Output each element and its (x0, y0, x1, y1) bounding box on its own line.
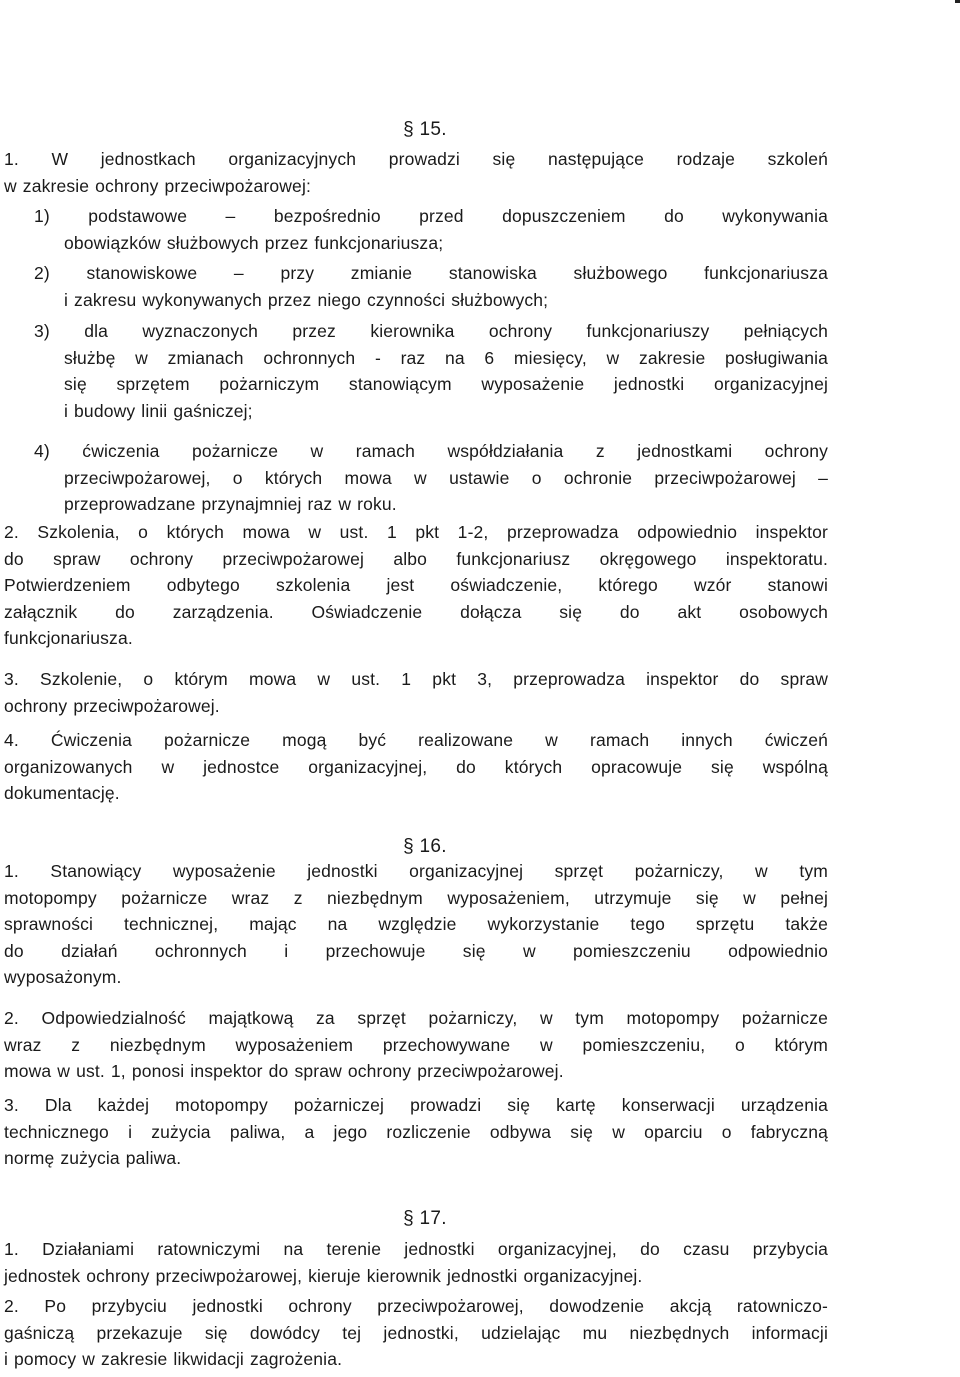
s15-paragraph-3 (4, 666, 828, 719)
text-line: 1. Stanowiący wyposażenie jednostki organizacyjnej sprzęt pożarniczy, w tym (4, 861, 828, 881)
text-line: 3. Dla każdej motopompy pożarniczej prowadzi się kartę konserwacji urządzenia (4, 1095, 828, 1115)
text-line: i budowy linii gaśniczej; (64, 400, 253, 421)
text-line: gaśniczą przekazuje się dowódcy tej jednostki, udzielając mu niezbędnych informacji (4, 1322, 828, 1343)
section-17-heading: § 17. (403, 1208, 447, 1229)
text-line: 2. Po przybyciu jednostki ochrony przeciwpożarowej, dowodzenie akcją ratowniczo- (4, 1296, 828, 1316)
text-line: w zakresie ochrony przeciwpożarowej: (4, 175, 311, 196)
text-line: przeprowadzane przynajmniej raz w roku. (64, 494, 397, 515)
text-line: przeciwpożarowej, o których mowa w ustawie o ochronie przeciwpożarowej – (64, 467, 828, 488)
text-line: jednostek ochrony przeciwpożarowej, kieruje kierownik jednostki organizacyjnej. (4, 1265, 643, 1286)
s15-item-4 (34, 438, 828, 518)
text-line: organizowanych w jednostce organizacyjnej, do których opracowuje się wspólną (4, 756, 828, 777)
s15-item-1 (34, 203, 828, 256)
text-line: 4. Ćwiczenia pożarnicze mogą być realizowane w ramach innych ćwiczeń (4, 730, 828, 750)
text-line: 4) ćwiczenia pożarnicze w ramach współdziałania z jednostkami ochrony (34, 441, 828, 461)
text-line: normę zużycia paliwa. (4, 1148, 182, 1169)
text-line: wyposażonym. (4, 967, 122, 988)
s17-paragraph-2 (4, 1293, 828, 1373)
scan-edge-mark (955, 0, 960, 3)
s15-item-2 (34, 260, 828, 313)
text-line: służbę w zmianach ochronnych - raz na 6 miesięcy, w zakresie posługiwania (64, 347, 828, 368)
s15-paragraph-4 (4, 727, 828, 807)
s15-item-3 (34, 318, 828, 424)
text-line: mowa w ust. 1, ponosi inspektor do spraw ochrony przeciwpożarowej. (4, 1061, 564, 1082)
text-line: 2. Odpowiedzialność majątkową za sprzęt pożarniczy, w tym motopompy pożarnicze (4, 1008, 828, 1028)
section-16-heading: § 16. (403, 836, 447, 857)
s15-paragraph-1-intro (4, 146, 828, 199)
text-line: 2) stanowiskowe – przy zmianie stanowiska służbowego funkcjonariusza (34, 263, 828, 283)
text-line: i zakresu wykonywanych przez niego czynności służbowych; (64, 289, 549, 310)
text-line: do działań ochronnych i przechowuje się w pomieszczeniu odpowiednio (4, 940, 828, 961)
section-15-heading: § 15. (403, 119, 447, 140)
text-line: do spraw ochrony przeciwpożarowej albo funkcjonariusz okręgowego inspektoratu. (4, 548, 828, 569)
s15-paragraph-2 (4, 519, 828, 652)
text-line: motopompy pożarnicze wraz z niezbędnym wyposażeniem, utrzymuje się w pełnej (4, 887, 828, 908)
text-line: dokumentację. (4, 783, 120, 804)
s16-paragraph-1 (4, 858, 828, 991)
text-line: 2. Szkolenia, o których mowa w ust. 1 pkt 1-2, przeprowadza odpowiednio inspektor (4, 522, 828, 542)
text-line: 3) dla wyznaczonych przez kierownika ochrony funkcjonariuszy pełniących (34, 321, 828, 341)
s16-paragraph-2 (4, 1005, 828, 1085)
text-line: 1) podstawowe – bezpośrednio przed dopuszczeniem do wykonywania (34, 206, 828, 226)
text-line: 1. W jednostkach organizacyjnych prowadzi się następujące rodzaje szkoleń (4, 149, 828, 169)
text-line: technicznego i zużycia paliwa, a jego rozliczenie odbywa się w oparciu o fabryczną (4, 1121, 828, 1142)
text-line: ochrony przeciwpożarowej. (4, 695, 220, 716)
text-line: się sprzętem pożarniczym stanowiącym wyposażenie jednostki organizacyjnej (64, 374, 828, 395)
text-line: sprawności technicznej, mając na względzie wykorzystanie tego sprzętu także (4, 914, 828, 935)
text-line: obowiązków służbowych przez funkcjonariusza; (64, 232, 444, 253)
text-line: Potwierdzeniem odbytego szkolenia jest oświadczenie, którego wzór stanowi (4, 575, 828, 596)
s16-paragraph-3 (4, 1092, 828, 1172)
s17-paragraph-1 (4, 1236, 828, 1289)
text-line: i pomocy w zakresie likwidacji zagrożenia. (4, 1349, 343, 1370)
text-line: wraz z niezbędnym wyposażeniem przechowywane w pomieszczeniu, o którym (4, 1034, 828, 1055)
text-line: 1. Działaniami ratowniczymi na terenie jednostki organizacyjnej, do czasu przybycia (4, 1239, 828, 1259)
text-line: 3. Szkolenie, o którym mowa w ust. 1 pkt 3, przeprowadza inspektor do spraw (4, 669, 828, 689)
text-line: załącznik do zarządzenia. Oświadczenie dołącza się do akt osobowych (4, 601, 828, 622)
text-line: funkcjonariusza. (4, 628, 133, 649)
